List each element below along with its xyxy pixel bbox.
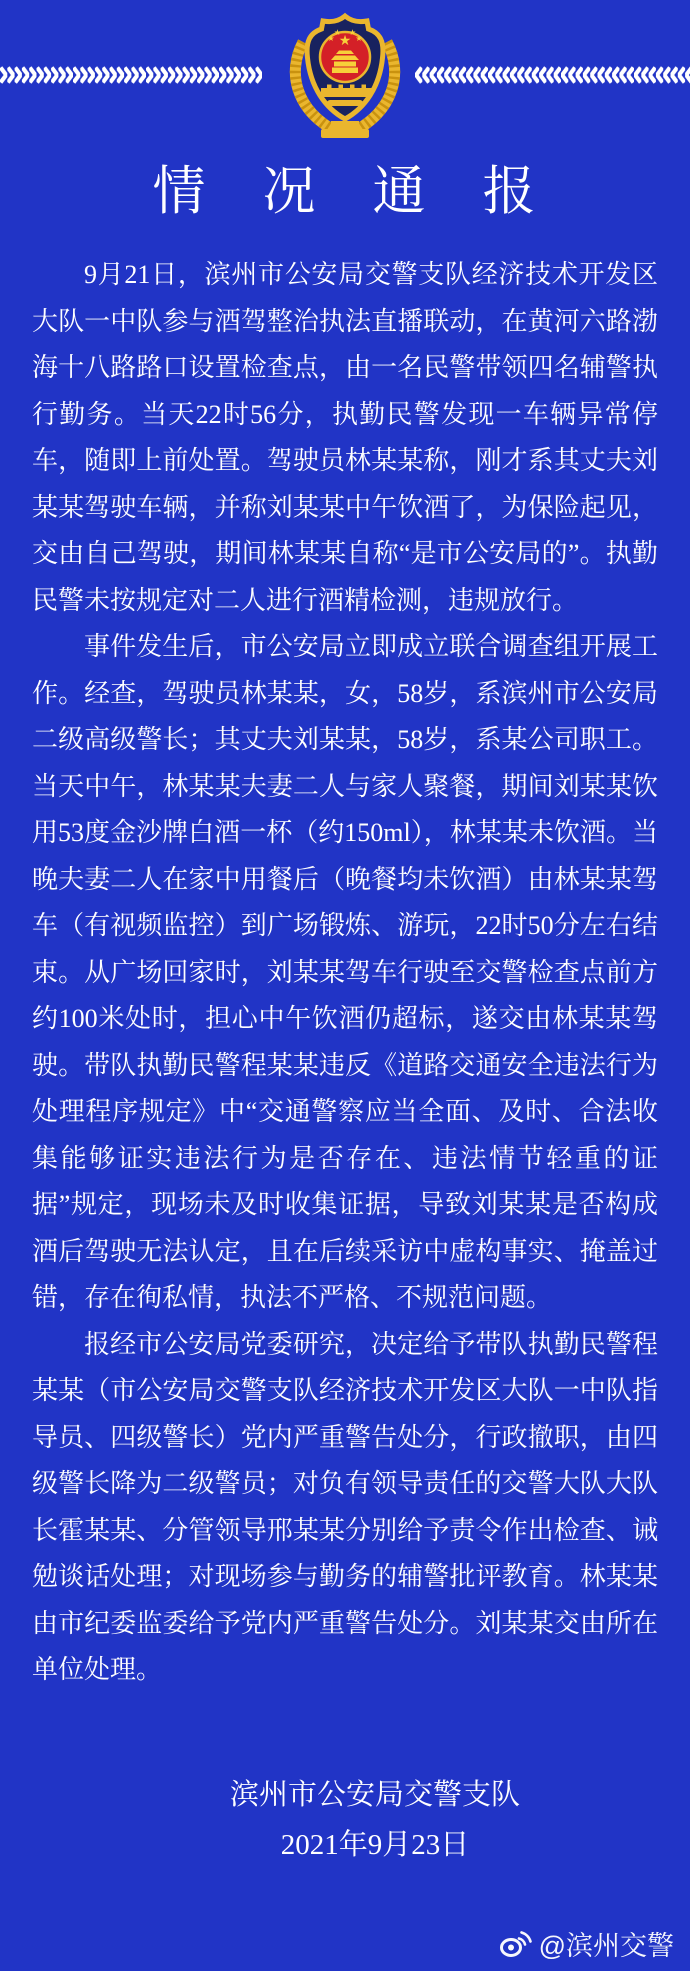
svg-text:★: ★ bbox=[327, 34, 335, 43]
watermark-handle: @滨州交警 bbox=[538, 1931, 674, 1961]
page-title: 情 况 通 报 bbox=[152, 163, 538, 221]
weibo-icon bbox=[500, 1930, 532, 1957]
signature-date: 2021年9月23日 bbox=[280, 1829, 470, 1861]
signature-organization: 滨州市公安局交警支队 bbox=[229, 1779, 520, 1811]
weibo-watermark bbox=[500, 1924, 674, 1963]
svg-text:★: ★ bbox=[333, 28, 342, 37]
police-badge-icon bbox=[281, 10, 409, 142]
signature-block bbox=[30, 1770, 690, 1870]
svg-text:★: ★ bbox=[348, 28, 357, 37]
svg-text:★: ★ bbox=[355, 34, 363, 43]
svg-text:★: ★ bbox=[338, 34, 352, 49]
chevrons-left-icon bbox=[415, 66, 690, 84]
notice-body bbox=[32, 252, 658, 1741]
paragraph-1: 9月21日，滨州市公安局交警支队经济技术开发区大队一中队参与酒驾整治执法直播联动，在黄河六路渤海十八路路口设置检查点，由一名民警带领四名辅警执行勤务。当天22时56分，执勤民警发现一车辆异常停车，随即上前处置。驾驶员林某某称，刚才系其丈夫刘某某驾驶车辆，并称刘某某中午饮酒了，为保险起见，交由自己驾驶，期间林某某自称“是市公安局的”。执勤民警未按规定对二人进行酒精检测，违规放行。 bbox=[32, 260, 658, 615]
paragraph-2: 事件发生后，市公安局立即成立联合调查组开展工作。经查，驾驶员林某某，女，58岁，系滨州市公安局二级高级警长；其丈夫刘某某，58岁，系某公司职工。当天中午，林某某夫妻二人与家人聚餐，期间刘某某饮用53度金沙牌白酒一杯（约150ml），林某某未饮酒。当晚夫妻二人在家中用餐后（晚餐均未饮酒）由林某某驾车（有视频监控）到广场锻炼、游玩，22时50分左右结束。从广场回家时，刘某某驾车行驶至交警检查点前方约100米处时，担心中午饮酒仍超标，遂交由林某某驾驶。带队执勤民警程某某违反《道路交通安全违法行为处理程序规定》中“交通警察应当全面、及时、合法收集能够证实违法行为是否存在、违法情节轻重的证据”规定，现场未及时收集证据，导致刘某某是否构成酒后驾驶无法认定，且在后续采访中虚构事实、掩盖过错，存在徇私情，执法不严格、不规范问题。 bbox=[32, 632, 658, 1312]
paragraph-3: 报经市公安局党委研究，决定给予带队执勤民警程某某（市公安局交警支队经济技术开发区大队一中队指导员、四级警长）党内严重警告处分，行政撤职，由四级警长降为二级警员；对负有领导责任的交警大队大队长霍某某、分管领导邢某某分别给予责令作出检查、诫勉谈话处理；对现场参与勤务的辅警批评教育。林某某由市纪委监委给予党内严重警告处分。刘某某交由所在单位处理。 bbox=[32, 1329, 658, 1684]
header bbox=[0, 0, 690, 152]
chevrons-right-icon bbox=[0, 66, 262, 84]
